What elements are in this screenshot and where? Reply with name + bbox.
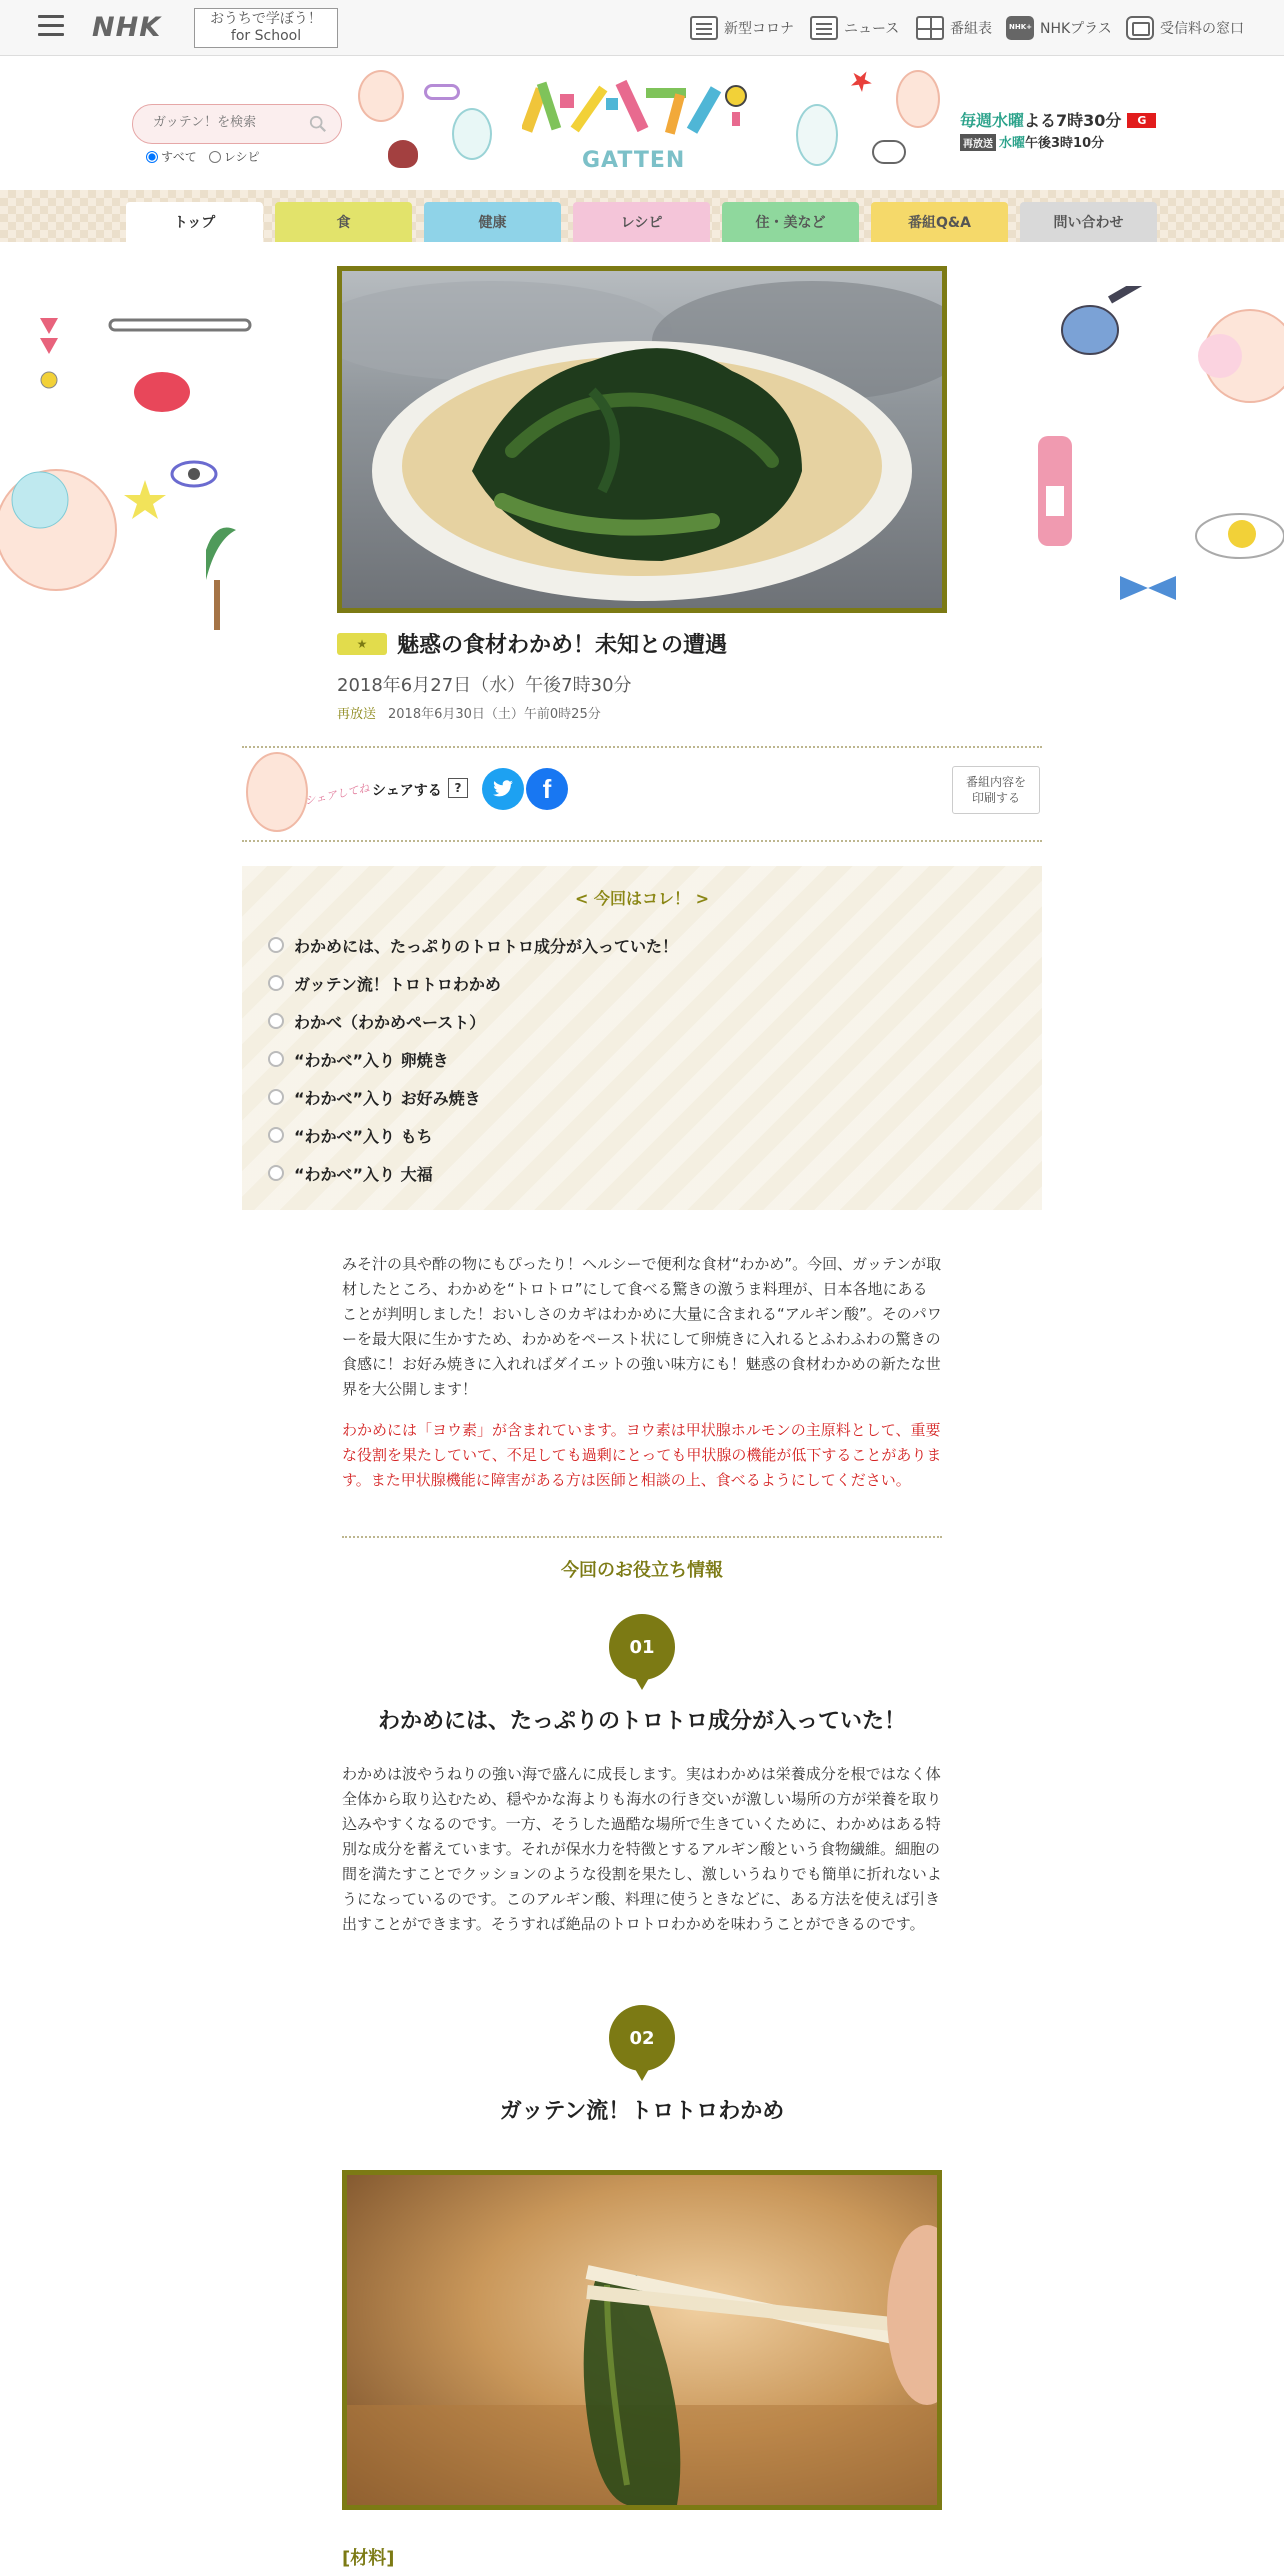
bullet-icon (268, 1089, 284, 1105)
toc-box (242, 866, 1042, 1210)
news-icon (810, 16, 838, 40)
toc-heading: < 今回はコレ！ > (575, 889, 709, 908)
radio-all-label: すべて (161, 150, 197, 164)
right-side-decoration (1030, 286, 1284, 626)
gnav-fee-label: 受信料の窓口 (1160, 21, 1244, 37)
gnav-program-guide[interactable] (916, 14, 992, 42)
tab-health[interactable] (424, 202, 561, 242)
tv-fee-icon (1126, 16, 1154, 40)
episode-title-row (337, 628, 727, 659)
tab-living[interactable] (722, 202, 859, 242)
section-title: ガッテン流！トロトロわかめ (499, 2099, 785, 2124)
bullet-icon (268, 937, 284, 953)
character-face-decoration (358, 70, 404, 122)
tab-top-label: トップ (173, 215, 216, 231)
tab-qa-label: 番組Q&A (908, 215, 971, 231)
gnav-program-guide-label: 番組表 (950, 21, 992, 37)
tab-living-label: 住・美など (755, 215, 826, 231)
toc-item[interactable] (268, 926, 678, 964)
print-line2: 印刷する (971, 791, 1020, 805)
gnav-corona-label: 新型コロナ (724, 21, 794, 37)
glasses-decoration (424, 84, 460, 100)
newspaper-icon (690, 16, 718, 40)
toc-item[interactable] (268, 1078, 678, 1116)
airtime-day: 毎週水曜 (960, 111, 1025, 130)
global-header (0, 0, 1284, 56)
section-number-badge: 02 (609, 2005, 675, 2071)
share-label: シェアする (372, 783, 442, 799)
tab-top[interactable] (126, 202, 263, 242)
search-scope (146, 148, 259, 165)
bullet-icon (268, 1013, 284, 1029)
share-script: シェアしてね (303, 781, 371, 808)
episode-rebroadcast (337, 703, 601, 722)
school-link[interactable] (194, 8, 338, 48)
toc-item[interactable] (268, 964, 678, 1002)
bullet-icon (268, 975, 284, 991)
character-face-decoration (796, 104, 838, 166)
character-face-decoration (452, 108, 492, 160)
gnav-news[interactable] (810, 14, 899, 42)
program-guide-icon (916, 16, 944, 40)
tab-food-label: 食 (336, 215, 351, 231)
tab-qa[interactable] (871, 202, 1008, 242)
radio-all-input[interactable] (146, 151, 158, 163)
useful-info-heading: 今回のお役立ち情報 (561, 1560, 723, 1581)
rebroadcast-clock: 午後3時10分 (1025, 136, 1105, 151)
section-title: わかめには、たっぷりのトロトロ成分が入っていた！ (377, 1709, 906, 1734)
toro-wakame-photo (342, 2170, 942, 2510)
hero-image (337, 266, 947, 613)
rebroadcast-time (960, 132, 1104, 151)
gnav-corona[interactable] (690, 14, 794, 42)
bullet-icon (268, 1051, 284, 1067)
toc-item-label: “わかべ”入り お好み焼き (294, 1088, 481, 1108)
airtime-time: よる7時30分 (1024, 111, 1122, 130)
section-number-badge: 01 (609, 1614, 675, 1680)
left-side-decoration (0, 300, 260, 640)
school-link-line2: for School (230, 28, 302, 44)
wakame-photo (342, 271, 942, 608)
episode-date: 2018年6月27日（水）午後7時30分 (337, 675, 632, 696)
search-icon[interactable] (309, 115, 327, 133)
cup-decoration (388, 140, 418, 168)
search-box (132, 104, 342, 144)
tab-contact[interactable] (1020, 202, 1157, 242)
chopsticks-wakame-image (347, 2175, 937, 2505)
rebroadcast-date: 2018年6月30日（土）午前0時25分 (388, 707, 601, 722)
materials-heading: [材料] (342, 2548, 395, 2568)
character-face-decoration (896, 70, 940, 128)
star-decoration (846, 66, 876, 96)
tab-contact-label: 問い合わせ (1053, 215, 1124, 231)
tab-recipe[interactable] (573, 202, 710, 242)
program-nav (126, 202, 1157, 242)
facebook-icon[interactable]: f (526, 768, 568, 810)
toc-item-label: “わかべ”入り 卵焼き (294, 1050, 449, 1070)
rebroadcast-label: 再放送 (337, 707, 377, 722)
toc-item-label: “わかべ”入り 大福 (294, 1164, 433, 1184)
bullet-icon (268, 1127, 284, 1143)
radio-recipe[interactable] (209, 148, 260, 165)
menu-icon[interactable] (38, 15, 64, 37)
intro-text: みそ汁の具や酢の物にもぴったり！ヘルシーで便利な食材“わかめ”。今回、ガッテンが取材したところ、わかめを“トロトロ”にして食べる驚きの激うま料理が、日本各地にあることが判明しました！おいしさのカギはわかめに大量に含まれる“アルギン酸”。そのパワーを最大限に生かすため、わかめをペースト状にして卵焼きに入れるとふわふわの驚きの食感に！お好み焼きに入れればダイエットの強い味方にも！魅惑の食材わかめの新たな世界を大公開します！ (342, 1255, 942, 1398)
toc-list (268, 926, 678, 1192)
toc-item-label: わかめには、たっぷりのトロトロ成分が入っていた！ (294, 936, 679, 956)
toc-item[interactable] (268, 1040, 678, 1078)
twitter-icon[interactable] (482, 768, 524, 810)
rebroadcast-day: 水曜 (999, 136, 1026, 151)
gnav-fee[interactable] (1126, 14, 1244, 42)
gatten-logo-sub: GATTEN (582, 148, 686, 173)
gnav-news-label: ニュース (844, 21, 900, 37)
toc-item-label: “わかべ”入り もち (294, 1126, 433, 1146)
toc-item[interactable] (268, 1002, 678, 1040)
print-button[interactable] (952, 766, 1040, 814)
school-link-line1: おうちで学ぼう！ (210, 11, 322, 27)
gnav-nhk-plus-label: NHKプラス (1040, 21, 1112, 37)
radio-recipe-label: レシピ (223, 150, 260, 164)
tab-recipe-label: レシピ (620, 215, 663, 231)
toc-item[interactable] (268, 1154, 678, 1192)
share-help-button[interactable]: ? (448, 778, 468, 798)
character-face-decoration (246, 752, 308, 832)
share-row (242, 748, 1042, 838)
nhk-logo[interactable]: NHK (92, 12, 162, 43)
cloud-decoration (872, 140, 906, 164)
airtime (960, 108, 1156, 131)
tab-food[interactable] (275, 202, 412, 242)
radio-recipe-input[interactable] (209, 151, 221, 163)
toc-item-label: わかべ（わかめペースト） (294, 1012, 486, 1032)
search-input[interactable] (153, 115, 303, 130)
divider (342, 1536, 942, 1538)
tab-health-label: 健康 (478, 215, 507, 231)
episode-badge: ★ (337, 633, 387, 655)
print-line1: 番組内容を (965, 775, 1026, 789)
radio-all[interactable] (146, 148, 197, 165)
nhk-plus-icon (1006, 16, 1034, 40)
bullet-icon (268, 1165, 284, 1181)
gnav-nhk-plus[interactable] (1006, 14, 1112, 42)
episode-title: 魅惑の食材わかめ！未知との遭遇 (397, 633, 728, 658)
toc-item-label: ガッテン流！トロトロわかめ (294, 974, 501, 994)
section-body: わかめは波やうねりの強い海で盛んに成長します。実はわかめは栄養成分を根ではなく体全体から取り込むため、穏やかな海よりも海水の行き交いが激しい場所の方が栄養を取り込みやすくなるのです。一方、そうした過酷な場所で生きていくために、わかめはある特別な成分を蓄えています。それが保水力を特徴とするアルギン酸という食物繊維。細胞の間を満たすことでクッションのような役割を果たし、激しいうねりでも簡単に折れないようになっているのです。このアルギン酸、料理に使うときなどに、ある方法を使えば引き出すことができます。そうすれば絶品のトロトロわかめを味わうことができるのです。 (342, 1765, 942, 1933)
divider (242, 840, 1042, 842)
toc-item[interactable] (268, 1116, 678, 1154)
iodine-warning: わかめには「ヨウ素」が含まれています。ヨウ素は甲状腺ホルモンの主原料として、重要な役割を果たしていて、不足しても過剰にとっても甲状腺の機能が低下することがあります。また甲状腺機能に障害がある方は医師と相談の上、食べるようにしてください。 (342, 1421, 942, 1489)
channel-badge: G (1127, 113, 1156, 128)
rebroadcast-badge: 再放送 (960, 134, 996, 151)
